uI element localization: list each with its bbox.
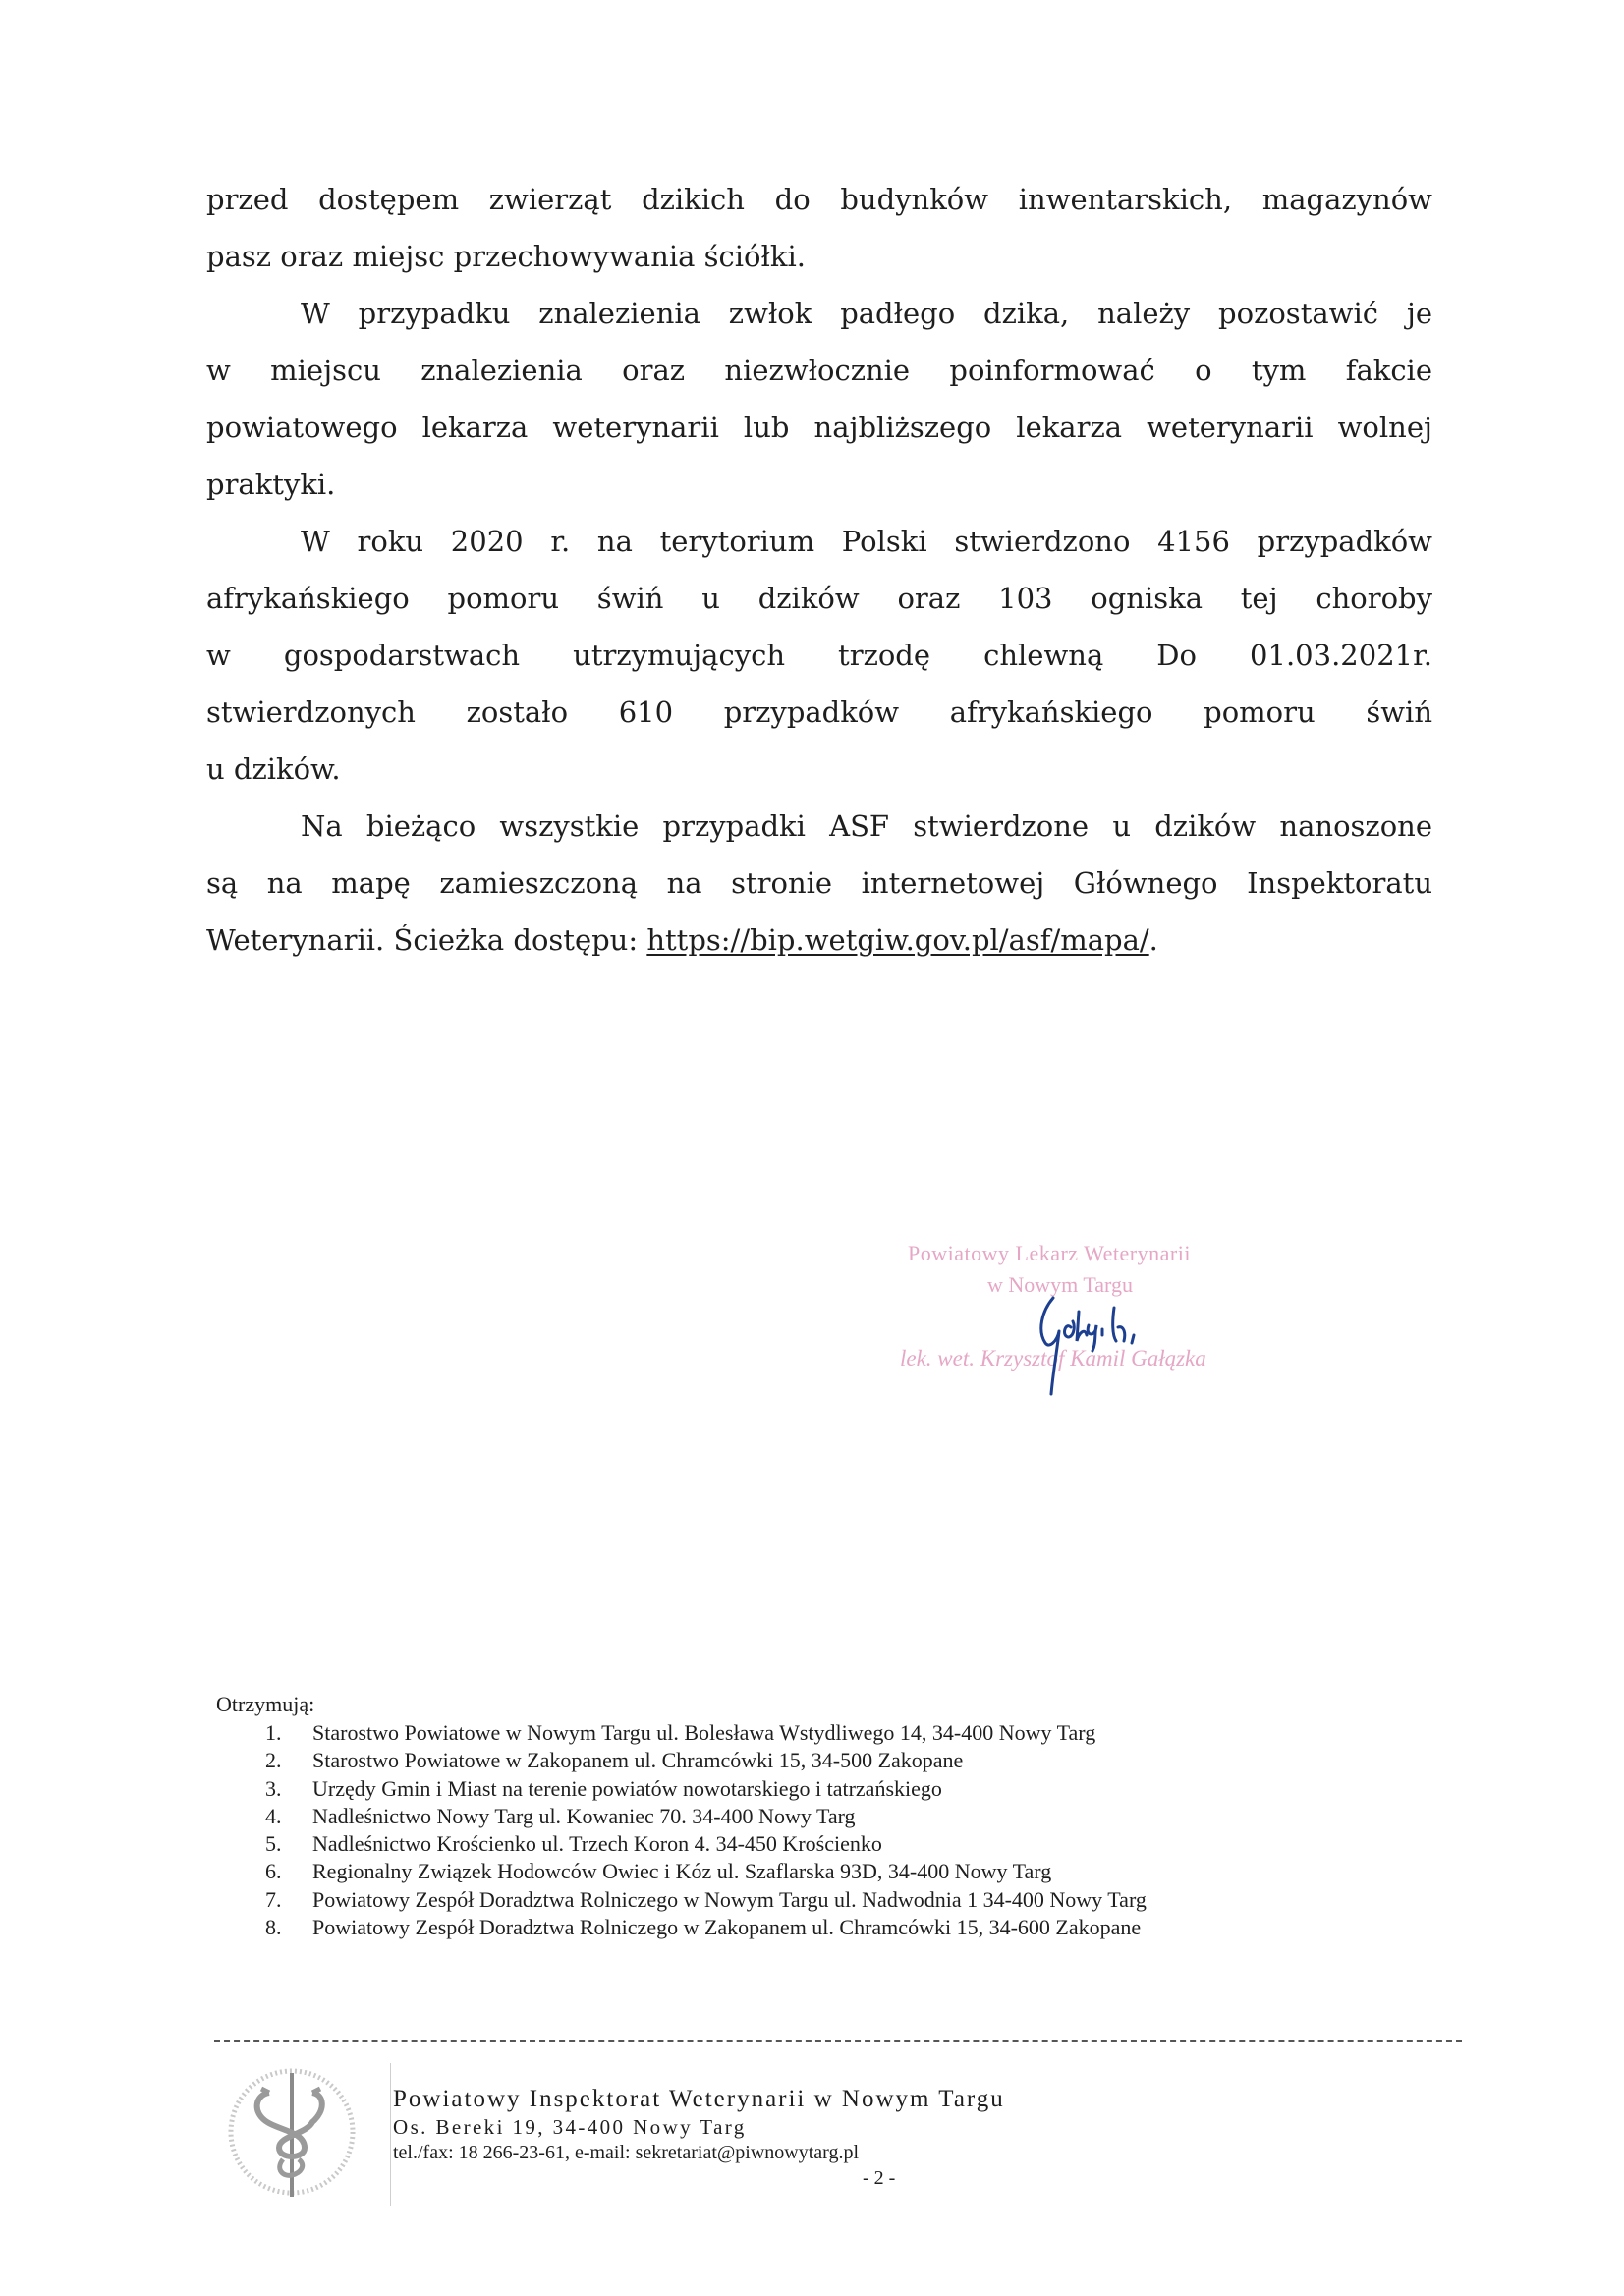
- page-number: - 2 -: [863, 2167, 896, 2189]
- caduceus-icon: [218, 2061, 365, 2204]
- recipient-number: 8.: [265, 1915, 282, 1940]
- text-line: są na mapę zamieszczoną na stronie internetowej Głównego Inspektoratu: [206, 867, 1432, 900]
- official-stamp: [865, 1223, 1316, 1410]
- text-line: pasz oraz miejsc przechowywania ściółki.: [206, 240, 806, 273]
- recipient-item: [216, 1747, 1474, 1774]
- text-line: w gospodarstwach utrzymujących trzodę chlewną Do 01.03.2021r.: [206, 639, 1432, 672]
- recipient-number: 6.: [265, 1859, 282, 1884]
- text-line: W przypadku znalezienia zwłok padłego dzika, należy pozostawić je: [301, 297, 1432, 330]
- footer-vertical-rule: [390, 2063, 391, 2206]
- handwritten-signature: [1032, 1292, 1159, 1400]
- recipient-item: [216, 1858, 1474, 1885]
- text-line: stwierdzonych zostało 610 przypadków afrykańskiego pomoru świń: [206, 696, 1432, 729]
- recipient-text: Starostwo Powiatowe w Nowym Targu ul. Bolesława Wstydliwego 14, 34-400 Nowy Targ: [312, 1720, 1096, 1745]
- recipient-number: 4.: [265, 1803, 282, 1828]
- recipient-number: 1.: [265, 1720, 282, 1745]
- recipient-item: [216, 1830, 1474, 1858]
- recipient-item: [216, 1886, 1474, 1914]
- text-line: przed dostępem zwierząt dzikich do budynków inwentarskich, magazynów: [206, 183, 1432, 216]
- text-line: afrykańskiego pomoru świń u dzików oraz 103 ogniska tej choroby: [206, 582, 1432, 615]
- text-line: u dzików.: [206, 753, 341, 786]
- recipient-item: [216, 1775, 1474, 1803]
- stamp-title: Powiatowy Lekarz Weterynarii: [908, 1241, 1191, 1265]
- recipient-item: [216, 1719, 1474, 1747]
- text-line: powiatowego lekarza weterynarii lub najbliższego lekarza weterynarii wolnej: [206, 411, 1432, 444]
- paragraph-1: [206, 171, 1432, 285]
- text-line: praktyki.: [206, 468, 336, 501]
- footer-address: Os. Bereki 19, 34-400 Nowy Targ: [393, 2115, 747, 2139]
- recipient-text: Nadleśnictwo Nowy Targ ul. Kowaniec 70. 34-400 Nowy Targ: [312, 1803, 856, 1828]
- paragraph-3: [206, 513, 1432, 798]
- recipient-number: 5.: [265, 1831, 282, 1857]
- recipients-heading: Otrzymują:: [216, 1692, 315, 1716]
- recipient-text: Powiatowy Zespół Doradztwa Rolniczego w Nowym Targu ul. Nadwodnia 1 34-400 Nowy Targ: [312, 1886, 1147, 1912]
- recipient-text: Urzędy Gmin i Miast na terenie powiatów nowotarskiego i tatrzańskiego: [312, 1775, 942, 1801]
- recipients-list: [216, 1690, 1474, 1941]
- recipient-text: Nadleśnictwo Krościenko ul. Trzech Koron 4. 34-450 Krościenko: [312, 1831, 882, 1857]
- recipient-text: Powiatowy Zespół Doradztwa Rolniczego w Zakopanem ul. Chramcówki 15, 34-600 Zakopane: [312, 1915, 1142, 1940]
- stamp-location: w Nowym Targu: [987, 1272, 1133, 1297]
- recipient-item: [216, 1914, 1474, 1941]
- footer-contact: tel./fax: 18 266-23-61, e-mail: sekretariat@piwnowytarg.pl: [393, 2142, 860, 2163]
- footer-org-name: Powiatowy Inspektorat Weterynarii w Nowym Targu: [393, 2086, 1005, 2112]
- footer: [393, 2085, 1005, 2191]
- recipient-item: [216, 1803, 1474, 1830]
- asf-map-link[interactable]: https://bip.wetgiw.gov.pl/asf/mapa/: [646, 924, 1149, 957]
- recipient-number: 3.: [265, 1775, 282, 1801]
- recipient-number: 2.: [265, 1748, 282, 1773]
- paragraph-2: [206, 285, 1432, 513]
- paragraph-4: [206, 798, 1432, 969]
- stamp-name: lek. wet. Krzysztof Kamil Gałązka: [900, 1346, 1206, 1371]
- text-fragment: .: [1148, 924, 1158, 957]
- text-line: Na bieżąco wszystkie przypadki ASF stwierdzone u dzików nanoszone: [301, 810, 1432, 843]
- recipient-number: 7.: [265, 1886, 282, 1912]
- text-line: [206, 912, 1432, 969]
- recipient-text: Regionalny Związek Hodowców Owiec i Kóz ul. Szaflarska 93D, 34-400 Nowy Targ: [312, 1859, 1052, 1884]
- footer-divider: [214, 2040, 1462, 2042]
- text-fragment: Weterynarii. Ścieżka dostępu:: [206, 924, 647, 957]
- text-line: w miejscu znalezienia oraz niezwłocznie poinformować o tym fakcie: [206, 354, 1432, 387]
- recipient-text: Starostwo Powiatowe w Zakopanem ul. Chramcówki 15, 34-500 Zakopane: [312, 1748, 964, 1773]
- text-line: W roku 2020 r. na terytorium Polski stwierdzono 4156 przypadków: [301, 525, 1432, 558]
